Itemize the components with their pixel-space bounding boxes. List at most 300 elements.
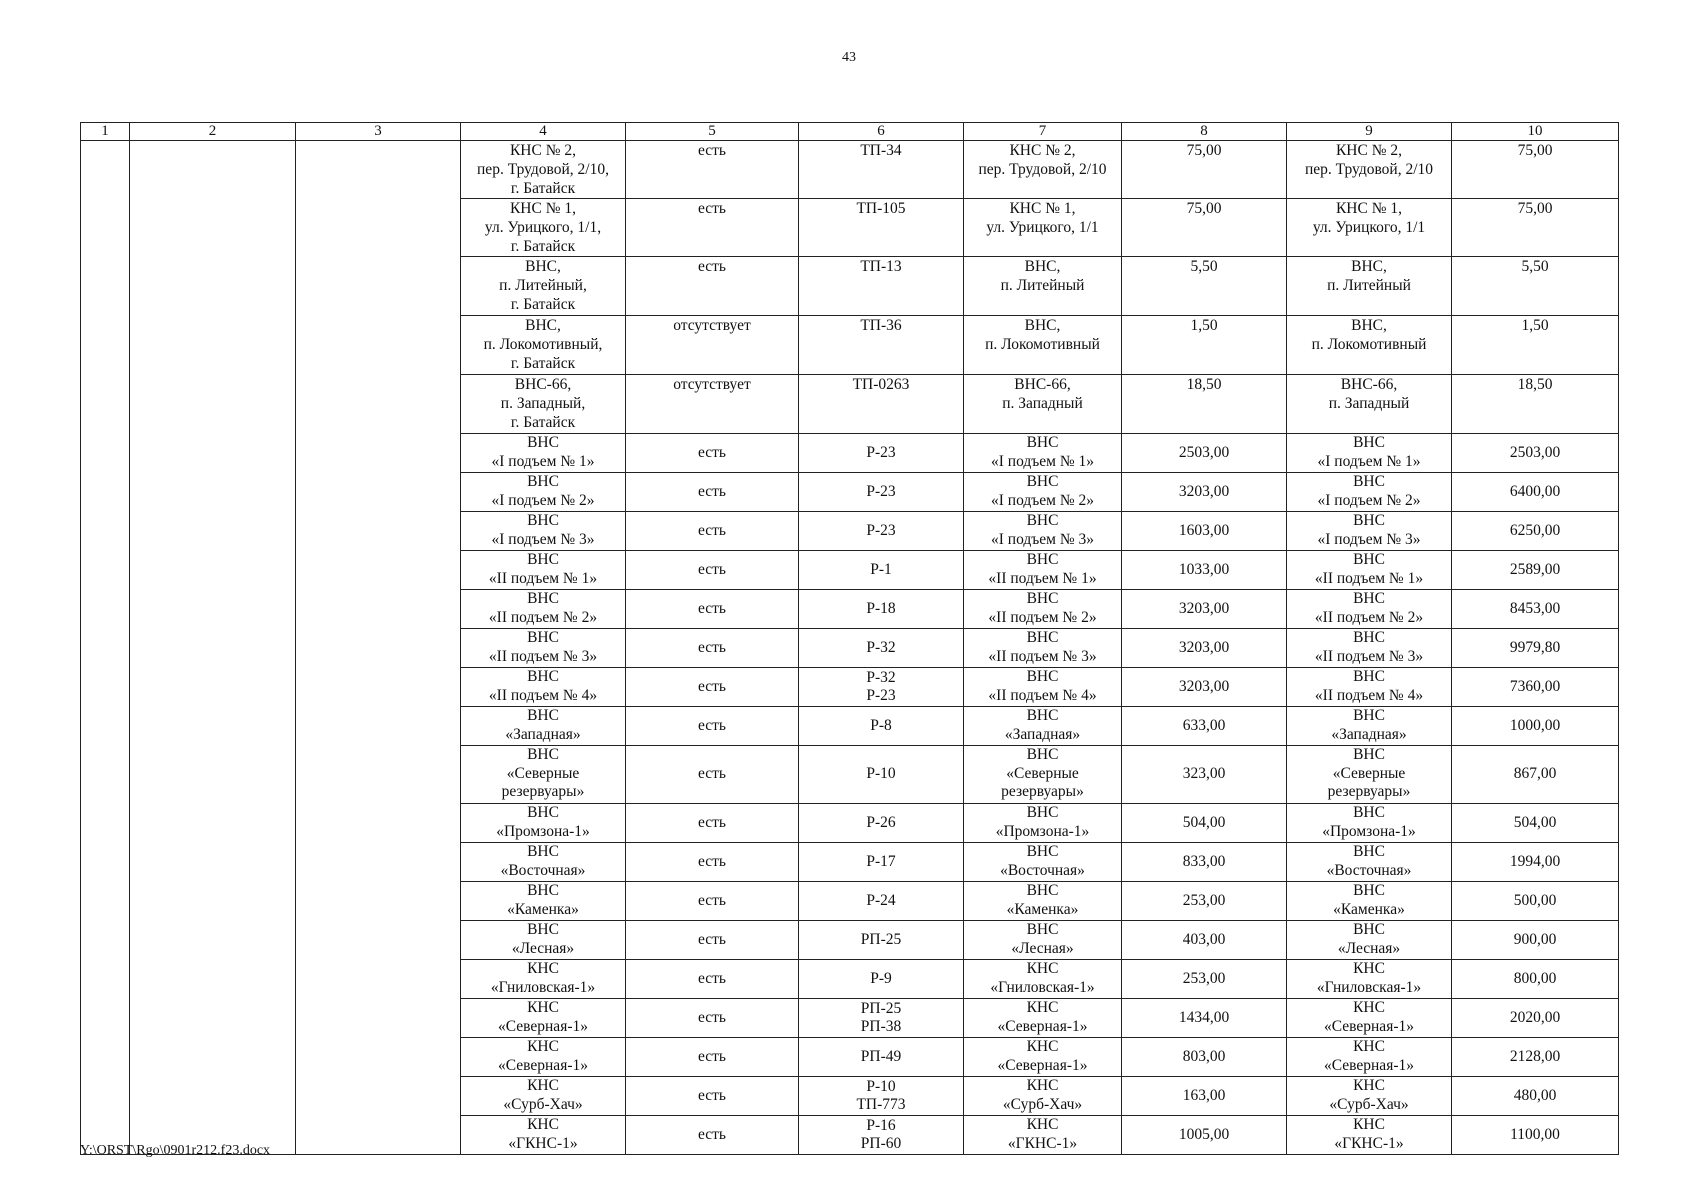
substation-cell: [799, 921, 964, 960]
power-value-cell: 500,00: [1452, 882, 1619, 921]
power-value-cell: 2589,00: [1452, 551, 1619, 590]
cell-line: ул. Урицкого, 1/1: [986, 219, 1099, 236]
power-value-cell: 3203,00: [1122, 473, 1287, 512]
substation-cell: [799, 473, 964, 512]
cell-line: ТП-105: [856, 200, 906, 217]
power-value-cell: 2503,00: [1122, 434, 1287, 473]
cell-line: КНС № 1,: [509, 200, 577, 217]
cell-line: ВНС: [1353, 921, 1385, 938]
power-value-cell: 633,00: [1122, 707, 1287, 746]
power-value-cell: 6400,00: [1452, 473, 1619, 512]
cell-line: «Западная»: [1331, 725, 1407, 743]
cell-line: «I подъем № 1»: [1317, 452, 1421, 470]
substation-cell: [799, 512, 964, 551]
cell-line: «Промзона-1»: [496, 822, 590, 840]
object-name-cell: [461, 434, 626, 473]
availability-cell: есть: [626, 804, 799, 843]
object-name-cell: [461, 1116, 626, 1155]
cell-line: ВНС: [1353, 804, 1385, 821]
object-name-cell: [1287, 629, 1452, 668]
cell-line: ВНС: [527, 434, 559, 451]
cell-line: ВНС: [1026, 590, 1059, 607]
cell-line: «II подъем № 4»: [488, 686, 598, 704]
cell-line: п. Западный: [1328, 395, 1410, 412]
cell-line: Р-16: [866, 1116, 896, 1134]
power-value-cell: 3203,00: [1122, 629, 1287, 668]
cell-line: п. Литейный,: [499, 277, 587, 294]
power-value-cell: 1,50: [1122, 316, 1287, 375]
cell-line: ВНС: [1353, 668, 1385, 685]
cell-line: Р-23: [866, 482, 896, 500]
cell-line: «Лесная»: [1011, 939, 1074, 957]
object-name-cell: [964, 375, 1122, 434]
power-value-cell: 1000,00: [1452, 707, 1619, 746]
cell-line: «Промзона-1»: [995, 822, 1090, 840]
column-header: 7: [964, 123, 1122, 141]
substation-cell: [799, 257, 964, 316]
cell-line: ВНС-66,: [1014, 376, 1071, 393]
object-name-cell: [964, 707, 1122, 746]
cell-line: КНС № 2,: [1009, 142, 1076, 159]
cell-line: РП-25: [860, 999, 902, 1017]
object-name-cell: [461, 316, 626, 375]
cell-line: КНС: [1026, 1116, 1059, 1133]
cell-line: ВНС,: [1024, 258, 1061, 275]
object-name-cell: [964, 843, 1122, 882]
substation-cell: [799, 843, 964, 882]
cell-line: «Северные: [1006, 764, 1079, 782]
object-name-cell: [461, 804, 626, 843]
cell-line: ВНС,: [525, 317, 561, 334]
cell-line: ВНС: [527, 668, 559, 685]
cell-line: «Гниловская-1»: [490, 978, 596, 996]
cell-line: «Лесная»: [511, 939, 575, 957]
availability-cell: отсутствует: [626, 375, 799, 434]
cell-line: «Восточная»: [500, 861, 586, 879]
object-name-cell: [461, 551, 626, 590]
object-name-cell: [461, 707, 626, 746]
power-value-cell: 75,00: [1122, 141, 1287, 199]
object-name-cell: [1287, 1077, 1452, 1116]
cell-line: ВНС: [527, 882, 559, 899]
object-name-cell: [964, 590, 1122, 629]
cell-line: ВНС: [1353, 434, 1385, 451]
substation-cell: [799, 1038, 964, 1077]
cell-line: «II подъем № 3»: [488, 647, 598, 665]
object-name-cell: [1287, 590, 1452, 629]
cell-line: г. Батайск: [510, 296, 576, 313]
power-value-cell: 833,00: [1122, 843, 1287, 882]
power-value-cell: 900,00: [1452, 921, 1619, 960]
cell-line: ВНС: [1026, 746, 1059, 763]
object-name-cell: [964, 1077, 1122, 1116]
cell-line: ВНС: [1353, 551, 1385, 568]
cell-line: «Северная-1»: [1324, 1056, 1414, 1074]
power-value-cell: 1,50: [1452, 316, 1619, 375]
cell-line: «Западная»: [1004, 725, 1081, 743]
power-value-cell: 8453,00: [1452, 590, 1619, 629]
object-name-cell: [461, 257, 626, 316]
substation-cell: [799, 882, 964, 921]
power-value-cell: 7360,00: [1452, 668, 1619, 707]
cell-line: «Западная»: [505, 725, 581, 743]
object-name-cell: [461, 1038, 626, 1077]
cell-line: г. Батайск: [510, 355, 576, 372]
cell-line: ВНС: [1353, 746, 1385, 763]
cell-line: ВНС,: [525, 258, 561, 275]
object-name-cell: [1287, 316, 1452, 375]
object-name-cell: [461, 629, 626, 668]
power-value-cell: 1005,00: [1122, 1116, 1287, 1155]
cell-line: «Северная-1»: [498, 1056, 588, 1074]
object-name-cell: [964, 141, 1122, 199]
object-name-cell: [461, 590, 626, 629]
power-value-cell: 504,00: [1452, 804, 1619, 843]
cell-line: КНС: [1026, 960, 1059, 977]
cell-line: Р-23: [866, 687, 896, 704]
cell-line: КНС: [1026, 1038, 1059, 1055]
column-header: 5: [626, 123, 799, 141]
availability-cell: есть: [626, 843, 799, 882]
availability-cell: есть: [626, 882, 799, 921]
cell-line: ТП-36: [860, 317, 902, 334]
cell-line: п. Западный: [1002, 395, 1083, 412]
footer-file-path: Y:\ORST\Rgo\0901r212.f23.docx: [80, 1143, 271, 1158]
cell-line: Р-10: [866, 765, 896, 783]
cell-line: резервуары»: [1001, 783, 1084, 800]
cell-line: КНС: [527, 1116, 559, 1133]
availability-cell: есть: [626, 921, 799, 960]
column-header: 1: [81, 123, 130, 141]
object-name-cell: [461, 746, 626, 804]
column-header: 10: [1452, 123, 1619, 141]
power-value-cell: 5,50: [1452, 257, 1619, 316]
cell-line: ВНС: [527, 473, 559, 490]
page-number: 43: [842, 50, 856, 65]
object-name-cell: [1287, 707, 1452, 746]
object-name-cell: [461, 882, 626, 921]
cell-line: «II подъем № 2»: [1314, 608, 1424, 626]
cell-line: «II подъем № 4»: [1314, 686, 1424, 704]
cell-line: КНС: [527, 999, 559, 1016]
cell-line: ВНС: [527, 707, 559, 724]
object-name-cell: [1287, 375, 1452, 434]
power-value-cell: 867,00: [1452, 746, 1619, 804]
cell-line: КНС: [1353, 960, 1385, 977]
cell-line: «II подъем № 2»: [988, 608, 1097, 626]
substation-cell: [799, 590, 964, 629]
cell-line: «II подъем № 2»: [488, 608, 598, 626]
cell-line: Р-8: [870, 716, 892, 734]
cell-line: «Сурб-Хач»: [1002, 1095, 1083, 1113]
substation-cell: [799, 434, 964, 473]
cell-line: ТП-773: [856, 1096, 906, 1113]
object-name-cell: [964, 1116, 1122, 1155]
cell-line: ВНС: [1353, 843, 1385, 860]
cell-line: «Каменка»: [1006, 900, 1079, 918]
cell-line: «Северная-1»: [498, 1017, 588, 1035]
column-header: 8: [1122, 123, 1287, 141]
substation-cell: [799, 316, 964, 375]
substation-cell: [799, 141, 964, 199]
availability-cell: есть: [626, 746, 799, 804]
availability-cell: есть: [626, 707, 799, 746]
power-value-cell: 163,00: [1122, 1077, 1287, 1116]
object-name-cell: [461, 843, 626, 882]
power-value-cell: 75,00: [1452, 199, 1619, 257]
cell-line: КНС: [1026, 999, 1059, 1016]
cell-line: ВНС: [527, 921, 559, 938]
cell-line: ВНС: [527, 629, 559, 646]
power-value-cell: 2128,00: [1452, 1038, 1619, 1077]
cell-line: ул. Урицкого, 1/1,: [484, 219, 602, 236]
cell-line: «Северная-1»: [1324, 1017, 1414, 1035]
col1-cell: [81, 141, 130, 1155]
substation-cell: [799, 1116, 964, 1155]
cell-line: КНС: [527, 1038, 559, 1055]
cell-line: «Сурб-Хач»: [1329, 1095, 1409, 1113]
cell-line: ВНС: [1353, 590, 1385, 607]
cell-line: г. Батайск: [510, 414, 576, 431]
column-header: 9: [1287, 123, 1452, 141]
cell-line: ВНС: [1026, 921, 1059, 938]
substation-cell: [799, 199, 964, 257]
cell-line: КНС: [1026, 1077, 1059, 1094]
cell-line: ВНС: [1353, 707, 1385, 724]
substation-cell: [799, 668, 964, 707]
cell-line: ВНС: [527, 804, 559, 821]
cell-line: ВНС: [1026, 512, 1059, 529]
cell-line: ВНС: [1026, 473, 1059, 490]
power-value-cell: 2503,00: [1452, 434, 1619, 473]
cell-line: «Гниловская-1»: [990, 978, 1095, 996]
cell-line: ВНС: [1026, 668, 1059, 685]
power-value-cell: 323,00: [1122, 746, 1287, 804]
cell-line: ул. Урицкого, 1/1: [1312, 219, 1426, 236]
object-name-cell: [461, 668, 626, 707]
object-name-cell: [1287, 141, 1452, 199]
cell-line: ТП-34: [860, 142, 902, 159]
cell-line: ВНС-66,: [514, 376, 572, 393]
object-name-cell: [1287, 921, 1452, 960]
cell-line: «Северная-1»: [997, 1056, 1088, 1074]
object-name-cell: [1287, 1116, 1452, 1155]
cell-line: «I подъем № 2»: [990, 491, 1094, 509]
power-value-cell: 18,50: [1452, 375, 1619, 434]
cell-line: «I подъем № 3»: [491, 530, 595, 548]
object-name-cell: [964, 473, 1122, 512]
object-name-cell: [964, 551, 1122, 590]
availability-cell: есть: [626, 512, 799, 551]
object-name-cell: [1287, 512, 1452, 551]
object-name-cell: [1287, 882, 1452, 921]
column-header: 2: [130, 123, 296, 141]
power-value-cell: 5,50: [1122, 257, 1287, 316]
cell-line: п. Западный,: [500, 395, 586, 412]
power-value-cell: 9979,80: [1452, 629, 1619, 668]
object-name-cell: [461, 960, 626, 999]
cell-line: ВНС: [1026, 804, 1059, 821]
cell-line: п. Литейный: [1327, 277, 1411, 294]
cell-line: ВНС: [527, 551, 559, 568]
cell-line: ВНС,: [1024, 317, 1061, 334]
cell-line: ВНС: [1353, 512, 1385, 529]
cell-line: «ГКНС-1»: [508, 1134, 578, 1152]
availability-cell: есть: [626, 473, 799, 512]
cell-line: Р-26: [866, 813, 896, 831]
cell-line: ВНС,: [1351, 258, 1387, 275]
object-name-cell: [1287, 551, 1452, 590]
availability-cell: есть: [626, 999, 799, 1038]
cell-line: п. Локомотивный: [1311, 336, 1427, 353]
availability-cell: отсутствует: [626, 316, 799, 375]
object-name-cell: [964, 512, 1122, 551]
cell-line: РП-49: [860, 1047, 902, 1065]
object-name-cell: [964, 999, 1122, 1038]
object-name-cell: [1287, 1038, 1452, 1077]
cell-line: «Восточная»: [1000, 861, 1085, 879]
power-value-cell: 480,00: [1452, 1077, 1619, 1116]
power-value-cell: 75,00: [1452, 141, 1619, 199]
cell-line: «II подъем № 1»: [488, 569, 598, 587]
object-name-cell: [461, 375, 626, 434]
object-name-cell: [461, 141, 626, 199]
object-name-cell: [1287, 746, 1452, 804]
object-name-cell: [964, 1038, 1122, 1077]
object-name-cell: [461, 199, 626, 257]
cell-line: «Промзона-1»: [1322, 822, 1416, 840]
object-name-cell: [461, 512, 626, 551]
cell-line: Р-23: [866, 443, 896, 461]
cell-line: «Каменка»: [507, 900, 579, 918]
power-value-cell: 803,00: [1122, 1038, 1287, 1077]
cell-line: Р-17: [866, 852, 896, 870]
object-name-cell: [964, 746, 1122, 804]
power-value-cell: 403,00: [1122, 921, 1287, 960]
power-value-cell: 1100,00: [1452, 1116, 1619, 1155]
availability-cell: есть: [626, 1038, 799, 1077]
substation-cell: [799, 629, 964, 668]
cell-line: РП-60: [860, 1135, 902, 1152]
cell-line: «ГКНС-1»: [1334, 1134, 1404, 1152]
cell-line: ВНС: [1026, 843, 1059, 860]
cell-line: ВНС: [527, 746, 559, 763]
cell-line: ВНС: [1026, 707, 1059, 724]
substation-cell: [799, 804, 964, 843]
cell-line: «II подъем № 4»: [988, 686, 1097, 704]
cell-line: КНС: [1353, 999, 1385, 1016]
cell-line: КНС: [1353, 1077, 1385, 1094]
data-table: [80, 122, 1619, 1155]
cell-line: КНС № 2,: [1335, 142, 1403, 159]
cell-line: ВНС: [1026, 551, 1059, 568]
power-value-cell: 1603,00: [1122, 512, 1287, 551]
cell-line: ТП-13: [860, 258, 902, 275]
cell-line: Р-32: [866, 668, 896, 686]
cell-line: «I подъем № 3»: [1317, 530, 1421, 548]
availability-cell: есть: [626, 551, 799, 590]
cell-line: КНС № 2,: [509, 142, 577, 159]
cell-line: п. Локомотивный: [985, 336, 1100, 353]
power-value-cell: 3203,00: [1122, 590, 1287, 629]
cell-line: «Восточная»: [1326, 861, 1412, 879]
object-name-cell: [1287, 804, 1452, 843]
cell-line: «II подъем № 3»: [1314, 647, 1424, 665]
cell-line: «Северные: [506, 764, 580, 782]
substation-cell: [799, 999, 964, 1038]
power-value-cell: 3203,00: [1122, 668, 1287, 707]
power-value-cell: 504,00: [1122, 804, 1287, 843]
cell-line: ВНС: [1026, 629, 1059, 646]
table-body: [81, 123, 1619, 1155]
cell-line: «I подъем № 2»: [1317, 491, 1421, 509]
cell-line: резервуары»: [501, 783, 585, 800]
object-name-cell: [1287, 473, 1452, 512]
object-name-cell: [461, 999, 626, 1038]
cell-line: КНС № 1,: [1335, 200, 1403, 217]
cell-line: ВНС: [1353, 629, 1385, 646]
substation-cell: [799, 1077, 964, 1116]
power-value-cell: 1434,00: [1122, 999, 1287, 1038]
object-name-cell: [1287, 960, 1452, 999]
substation-cell: [799, 960, 964, 999]
cell-line: «I подъем № 3»: [990, 530, 1094, 548]
cell-line: Р-23: [866, 521, 896, 539]
power-value-cell: 6250,00: [1452, 512, 1619, 551]
cell-line: п. Локомотивный,: [483, 336, 603, 353]
object-name-cell: [1287, 434, 1452, 473]
power-value-cell: 253,00: [1122, 960, 1287, 999]
cell-line: «I подъем № 2»: [491, 491, 595, 509]
availability-cell: есть: [626, 960, 799, 999]
object-name-cell: [1287, 199, 1452, 257]
object-name-cell: [1287, 668, 1452, 707]
availability-cell: есть: [626, 668, 799, 707]
col3-cell: [296, 141, 461, 1155]
substation-cell: [799, 375, 964, 434]
availability-cell: есть: [626, 257, 799, 316]
availability-cell: есть: [626, 590, 799, 629]
object-name-cell: [1287, 999, 1452, 1038]
cell-line: ВНС: [1353, 882, 1385, 899]
column-header: 3: [296, 123, 461, 141]
cell-line: «Гниловская-1»: [1316, 978, 1422, 996]
cell-line: ВНС: [527, 843, 559, 860]
cell-line: ВНС: [527, 590, 559, 607]
cell-line: РП-25: [860, 930, 902, 948]
cell-line: «Каменка»: [1333, 900, 1405, 918]
power-value-cell: 1994,00: [1452, 843, 1619, 882]
cell-line: п. Литейный: [1000, 277, 1085, 294]
cell-line: «I подъем № 1»: [491, 452, 595, 470]
cell-line: «Северные: [1332, 764, 1406, 782]
cell-line: «II подъем № 1»: [1314, 569, 1424, 587]
cell-line: пер. Трудовой, 2/10: [1304, 161, 1434, 178]
cell-line: пер. Трудовой, 2/10,: [477, 161, 609, 178]
substation-cell: [799, 551, 964, 590]
cell-line: КНС: [1353, 1116, 1385, 1133]
cell-line: «ГКНС-1»: [1007, 1134, 1078, 1152]
cell-line: КНС: [1353, 1038, 1385, 1055]
cell-line: Р-9: [870, 969, 892, 987]
column-header: 6: [799, 123, 964, 141]
cell-line: КНС: [527, 1077, 559, 1094]
cell-line: ВНС: [1026, 434, 1059, 451]
column-number-row: [81, 123, 1619, 141]
cell-line: КНС: [527, 960, 559, 977]
power-value-cell: 2020,00: [1452, 999, 1619, 1038]
cell-line: г. Батайск: [510, 238, 576, 255]
